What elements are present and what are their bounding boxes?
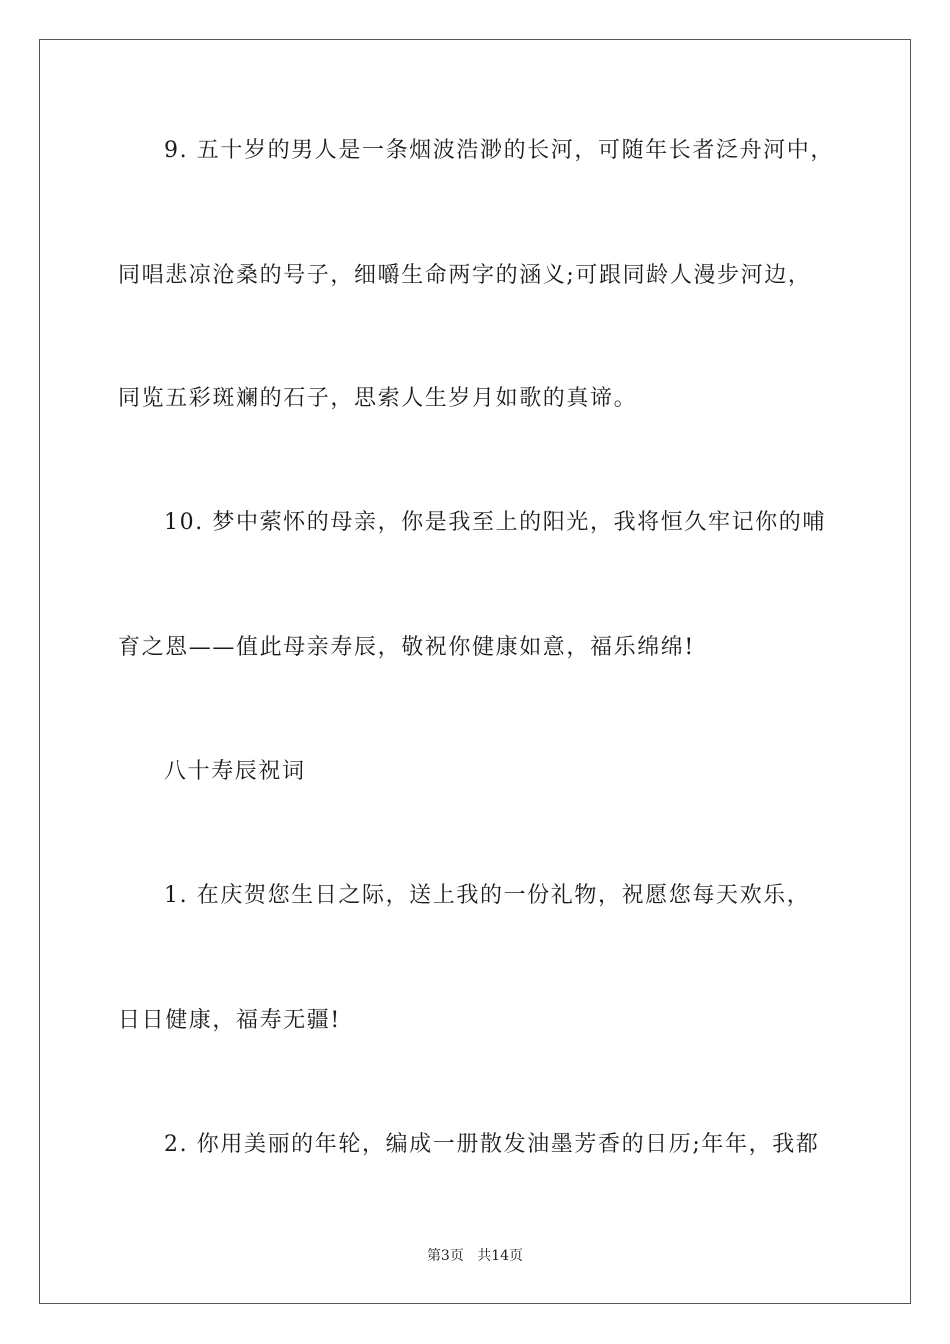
page-footer [0,1247,950,1265]
paragraph-line: 同览五彩斑斓的石子，思索人生岁月如歌的真谛。 [118,386,638,411]
paragraph-line: 2. 你用美丽的年轮，编成一册散发油墨芳香的日历;年年，我都 [164,1132,820,1157]
page-border [39,39,911,1304]
paragraph-line: 日日健康，福寿无疆! [118,1008,341,1033]
page-total: 共14页 [477,1248,524,1264]
page-number: 第3页 [426,1248,464,1264]
paragraph-line: 1. 在庆贺您生日之际，送上我的一份礼物，祝愿您每天欢乐， [164,883,811,908]
paragraph-line: 同唱悲凉沧桑的号子，细嚼生命两字的涵义;可跟同龄人漫步河边， [118,263,812,288]
paragraph-line: 10. 梦中萦怀的母亲，你是我至上的阳光，我将恒久牢记你的哺 [164,510,826,535]
section-heading: 八十寿辰祝词 [164,759,306,784]
paragraph-line: 育之恩——值此母亲寿辰，敬祝你健康如意，福乐绵绵! [118,635,695,660]
paragraph-line: 9. 五十岁的男人是一条烟波浩渺的长河，可随年长者泛舟河中， [164,138,834,163]
